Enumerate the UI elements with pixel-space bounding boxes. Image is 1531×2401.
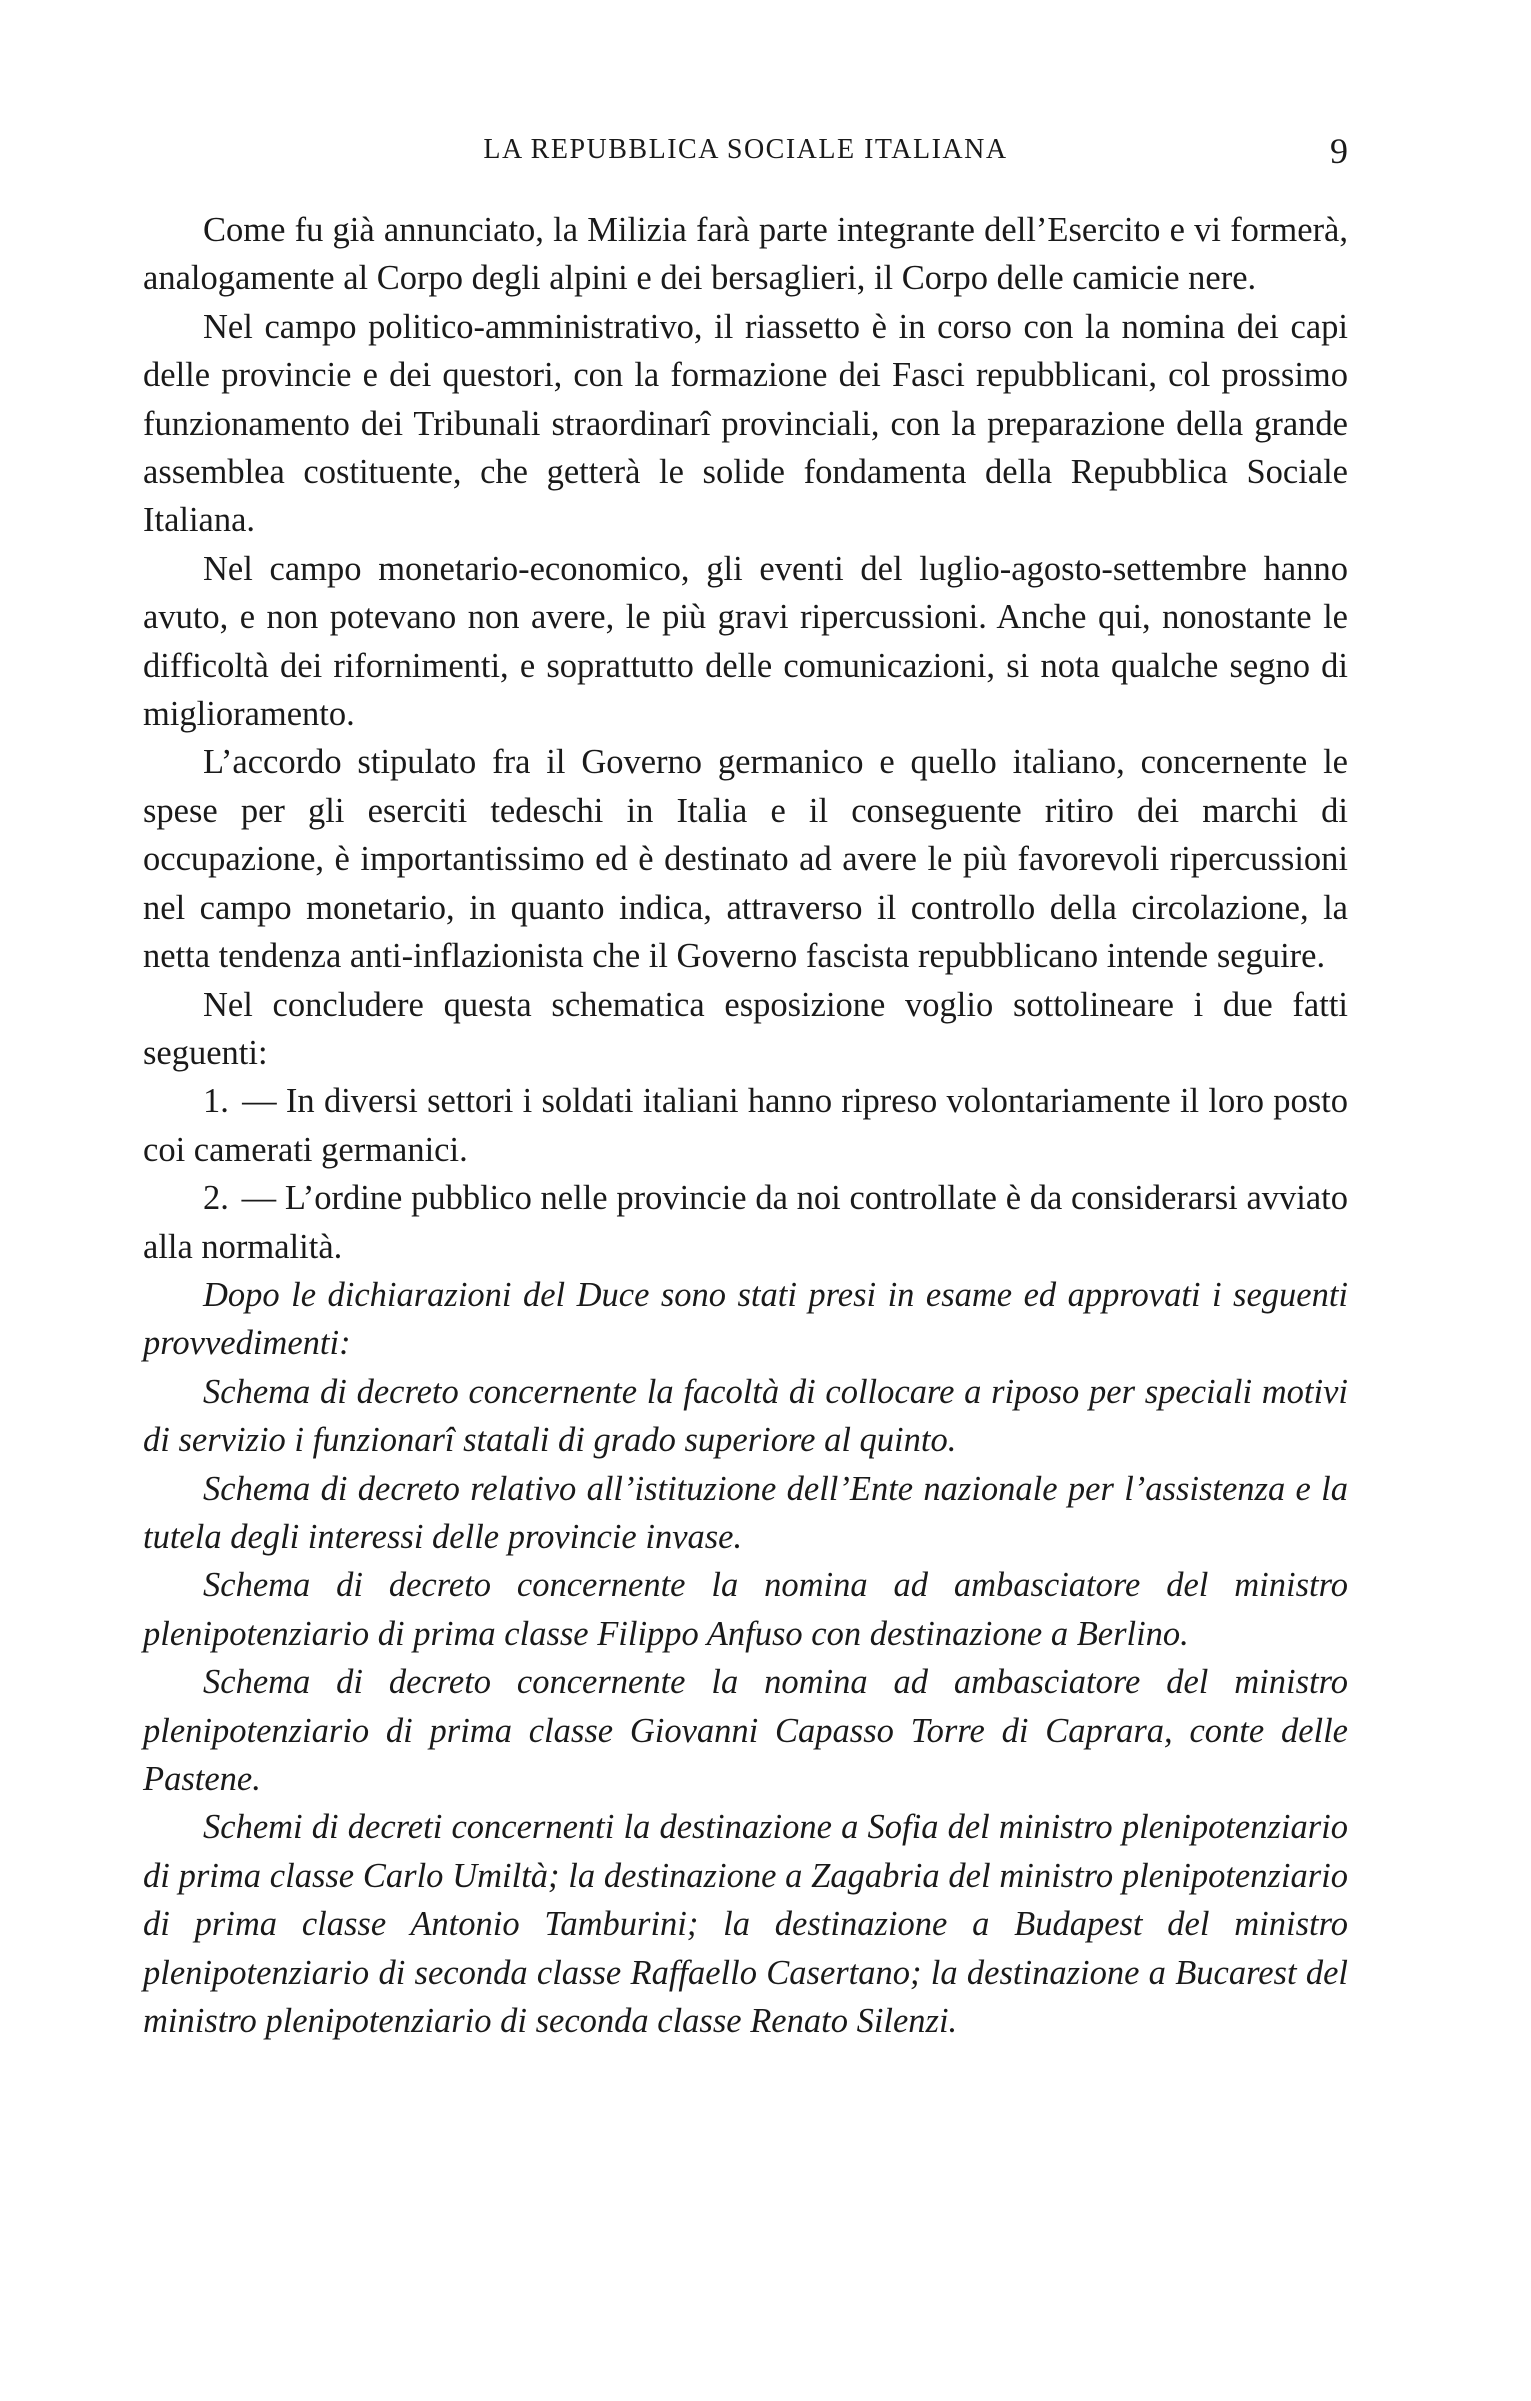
paragraph-conclusione: Nel concludere questa schematica esposizione voglio sottolineare i due fatti seguenti: <box>143 985 1348 1072</box>
numbered-item <box>143 1077 1348 1174</box>
paragraph-politico-amministrativo: Nel campo politico-amministrativo, il riassetto è in corso con la nomina dei capi delle provincie e dei questori, con la formazione dei Fasci repubblicani, col prossimo funzionamento dei Tribunali straordinarî provinciali, con la preparazione della grande assemblea costituente, che getterà le solide fondamenta della Repubblica Sociale Italiana. <box>143 307 1348 540</box>
page-number: 9 <box>1330 131 1348 171</box>
paragraph-monetario-economico: Nel campo monetario-economico, gli eventi del luglio-agosto-settembre hanno avuto, e non potevano non avere, le più gravi ripercussioni. Anche qui, nonostante le difficoltà dei rifornimenti, e soprattutto delle comunicazioni, si nota qualche segno di miglioramento. <box>143 549 1348 734</box>
decree-item: Schema di decreto concernente la nomina ad ambasciatore del ministro plenipotenziario di prima classe Giovanni Capasso Torre di Caprara, conte delle Pastene. <box>143 1663 1348 1798</box>
page-body <box>143 206 1348 2045</box>
decree-item: Schemi di decreti concernenti la destinazione a Sofia del ministro plenipotenziario di prima classe Carlo Umiltà; la destinazione a Zagabria del ministro plenipotenziario di prima classe Antonio Tamburini; la destinazione a Budapest del ministro plenipotenziario di seconda classe Raffaello Casertano; la destinazione a Bucarest del ministro plenipotenziario di seconda classe Renato Silenzi. <box>143 1808 1348 2041</box>
numbered-item <box>143 1174 1348 1271</box>
item-number: 2. <box>203 1179 229 1218</box>
decree-item: Schema di decreto concernente la facoltà di collocare a riposo per speciali motivi di servizio i funzionarî statali di grado superiore al quinto. <box>143 1372 1348 1460</box>
paragraph-milizia: Come fu già annunciato, la Milizia farà parte integrante dell’Esercito e vi formerà, analogamente al Corpo degli alpini e dei bersaglieri, il Corpo delle camicie nere. <box>143 211 1348 298</box>
running-head <box>143 131 1348 178</box>
item-number: 1. <box>203 1082 229 1121</box>
running-title: LA REPUBBLICA SOCIALE ITALIANA <box>483 134 1008 165</box>
decree-item: Schema di decreto relativo all’istituzione dell’Ente nazionale per l’assistenza e la tutela degli interessi delle provincie invase. <box>143 1469 1348 1556</box>
paragraph-accordo: L’accordo stipulato fra il Governo germanico e quello italiano, concernente le spese per gli eserciti tedeschi in Italia e il conseguente ritiro dei marchi di occupazione, è importantissimo ed è destinato ad avere le più favorevoli ripercussioni nel campo monetario, in quanto indica, attraverso il controllo della circolazione, la netta tendenza anti-inflazionista che il Governo fascista repubblicano intende seguire. <box>143 743 1348 976</box>
item-text: — L’ordine pubblico nelle provincie da noi controllate è da considerarsi avviato alla normalità. <box>143 1179 1349 1266</box>
italic-intro: Dopo le dichiarazioni del Duce sono stati presi in esame ed approvati i seguenti provvedimenti: <box>143 1275 1348 1363</box>
item-text: — In diversi settori i soldati italiani hanno ripreso volontariamente il loro posto coi camerati germanici. <box>143 1082 1348 1169</box>
decree-item: Schema di decreto concernente la nomina ad ambasciatore del ministro plenipotenziario di prima classe Filippo Anfuso con destinazione a Berlino. <box>143 1566 1348 1653</box>
